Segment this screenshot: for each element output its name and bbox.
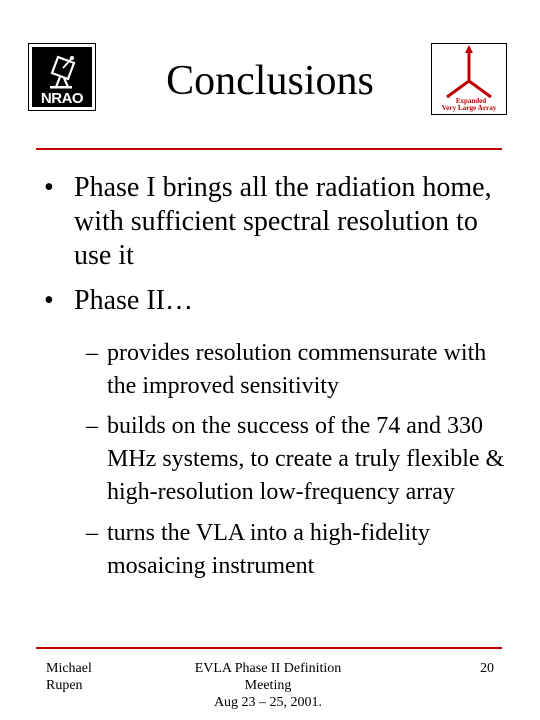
event-line-1: EVLA Phase II Definition [194, 661, 342, 676]
page-number: 20 [480, 661, 494, 676]
footer-author [46, 660, 92, 694]
evla-logo-line2: Very Large Array [441, 104, 497, 112]
bullet-item [40, 171, 510, 273]
dash-marker: – [86, 519, 98, 546]
event-line-2: Meeting [244, 678, 292, 693]
author-last-name: Rupen [46, 678, 83, 693]
bullet-list [40, 171, 510, 329]
bullet-text: Phase II… [74, 284, 193, 316]
slide-title: Conclusions [166, 58, 374, 104]
bullet-item [40, 284, 510, 318]
event-date: Aug 23 – 25, 2001. [213, 695, 323, 710]
sub-bullet-item [86, 517, 506, 583]
footer-event [190, 660, 346, 711]
sub-bullet-item [86, 410, 506, 509]
nrao-logo [28, 43, 96, 111]
footer-divider [36, 647, 502, 649]
bullet-marker: • [44, 284, 54, 316]
sub-bullet-item [86, 337, 506, 403]
dash-marker: – [86, 340, 98, 366]
sub-bullet-text: turns the VLA into a high-fidelity mosaicing instrument [107, 519, 430, 579]
dash-marker: – [86, 413, 98, 440]
sub-bullet-text: builds on the success of the 74 and 330 MHz systems, to create a truly flexible & high-resolution low-frequency array [107, 413, 505, 506]
sub-bullet-text: provides resolution commensurate with the improved sensitivity [107, 340, 487, 400]
title-divider [36, 148, 502, 150]
bullet-text: Phase I brings all the radiation home, with sufficient spectral resolution to use it [74, 172, 492, 271]
sub-bullet-list [86, 337, 506, 590]
evla-logo-line1: Expanded [455, 97, 487, 105]
evla-logo [431, 43, 507, 115]
nrao-logo-text: NRAO [40, 90, 84, 107]
author-first-name: Michael [46, 661, 92, 676]
bullet-marker: • [44, 172, 54, 203]
